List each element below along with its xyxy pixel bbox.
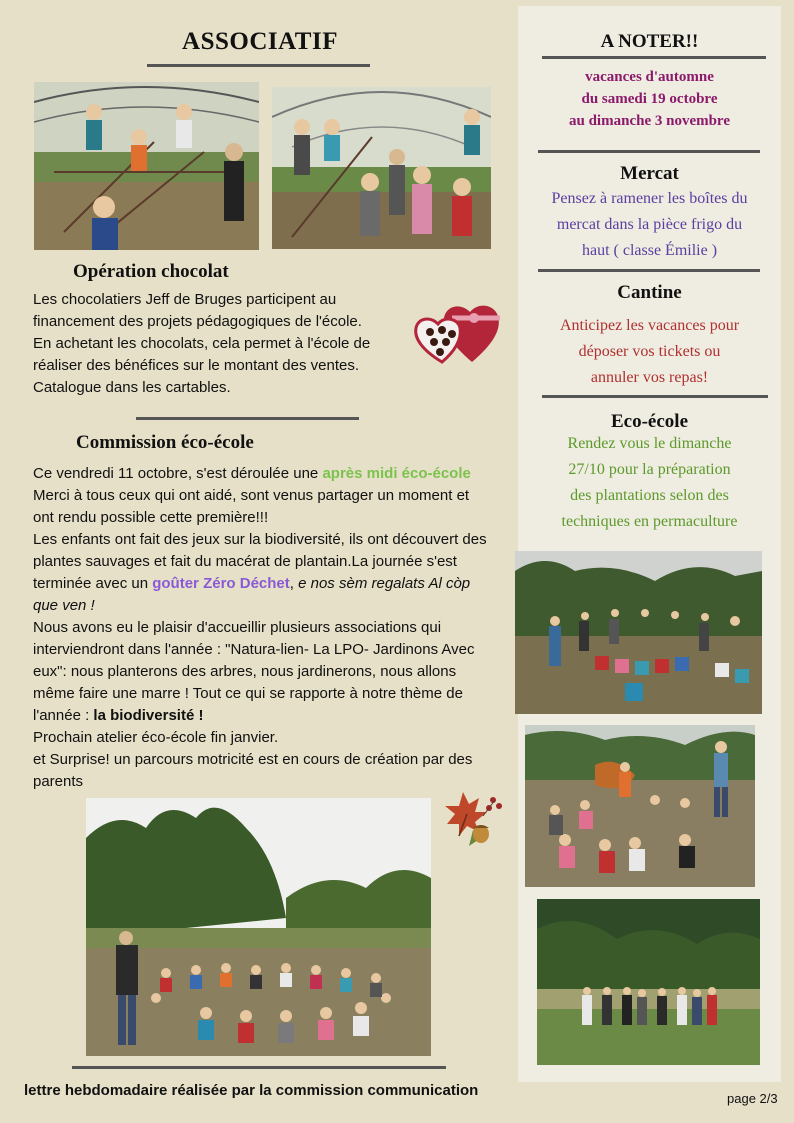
eco-line: 27/10 pour la préparation (568, 461, 731, 478)
mercat-line: Pensez à ramener les boîtes du (551, 190, 748, 207)
chocolat-text (33, 289, 413, 399)
eco-afternoon-highlight: après midi éco-école (322, 465, 471, 482)
photo-greenhouse-2 (272, 87, 491, 249)
cantine-text (528, 313, 771, 391)
biodiversite-bold: la biodiversité ! (93, 707, 204, 724)
section-divider (136, 417, 359, 420)
cantine-rule (538, 269, 760, 272)
mercat-line: haut ( classe Émilie ) (581, 242, 718, 259)
eco-paragraph-3 (33, 617, 493, 727)
mercat-title: Mercat (620, 163, 679, 184)
eco-commission-text (33, 463, 493, 793)
cantine-title: Cantine (617, 282, 682, 303)
title-underline (147, 64, 370, 67)
chocolat-heading: Opération chocolat (73, 261, 229, 282)
photo-sidebar-2 (525, 725, 755, 887)
eco-title: Eco-école (610, 411, 688, 432)
eco-paragraph-4: Prochain atelier éco-école fin janvier. (33, 729, 279, 746)
bottom-divider (72, 1066, 446, 1069)
photo-sidebar-1 (515, 551, 762, 714)
text-span: , (289, 575, 299, 592)
eco-line: techniques en permaculture (561, 513, 738, 530)
chocolate-heart-icon (412, 300, 510, 364)
text-span: Merci à tous ceux qui ont aidé, sont venus partager un moment et ont rendu possible cette première!!! (33, 487, 470, 526)
chocolat-line: financement des projets pédagogiques de l'école. (33, 313, 362, 330)
text-span: Les enfants ont fait des jeux sur la biodiversité, ils ont découvert des plantes sauvages et fait du macérat de plantain.La journée s'est terminée avec un (33, 531, 487, 592)
photo-greenhouse-1 (34, 82, 259, 250)
photo-eco-circle (86, 798, 431, 1056)
noter-line: au dimanche 3 novembre (569, 113, 730, 129)
eco-paragraph-2 (33, 529, 493, 617)
eco-paragraph-5: et Surprise! un parcours motricité est en cours de création par des parents (33, 751, 473, 790)
cantine-line: annuler vos repas! (590, 369, 709, 386)
noter-text (528, 66, 771, 132)
mercat-text (528, 186, 771, 264)
autumn-leaf-icon (443, 786, 507, 852)
sidebar-panel (518, 6, 781, 1082)
chocolat-line: Les chocolatiers Jeff de Bruges participent au (33, 291, 337, 308)
chocolat-line: En achetant les chocolats, cela permet à l'école de (33, 335, 371, 352)
mercat-line: mercat dans la pièce frigo du (556, 216, 743, 233)
cantine-line: déposer vos tickets ou (578, 343, 721, 360)
photo-sidebar-3 (537, 899, 760, 1065)
noter-line: du samedi 19 octobre (581, 91, 718, 107)
footer-credit: lettre hebdomadaire réalisée par la commission communication (24, 1082, 479, 1099)
eco-text (528, 431, 771, 535)
occitan-phrase: e nos sèm regalats Al còp que ven ! (33, 575, 471, 614)
page-title: ASSOCIATIF (182, 28, 338, 55)
cantine-line: Anticipez les vacances pour (559, 317, 740, 334)
eco-line: des plantations selon des (570, 487, 729, 504)
text-span: Ce vendredi 11 octobre, s'est déroulée une (33, 465, 323, 482)
eco-commission-heading: Commission éco-école (76, 432, 254, 453)
chocolat-line: réaliser des bénéfices sur le montant des ventes. (33, 357, 360, 374)
chocolat-line: Catalogue dans les cartables. (33, 379, 231, 396)
eco-rule (542, 395, 768, 398)
text-span: Nous avons eu le plaisir d'accueillir plusieurs associations qui interviendront dans l'année : "Natura-lien- La LPO- Jardinons Avec eux": nous planterons des arbres, nous jardinerons, nous allons même faire une marre ! Tout ce qui se rapporte à notre thème de l'année : (33, 619, 475, 724)
noter-line: vacances d'automne (585, 69, 714, 85)
zero-dechet-highlight: goûter Zéro Déchet (152, 575, 290, 592)
page-number: page 2/3 (727, 1091, 778, 1106)
eco-line: Rendez vous le dimanche (567, 435, 732, 452)
noter-title: A NOTER!! (600, 31, 699, 52)
eco-paragraph-1 (33, 463, 493, 529)
noter-rule (542, 56, 766, 59)
mercat-rule (538, 150, 760, 153)
